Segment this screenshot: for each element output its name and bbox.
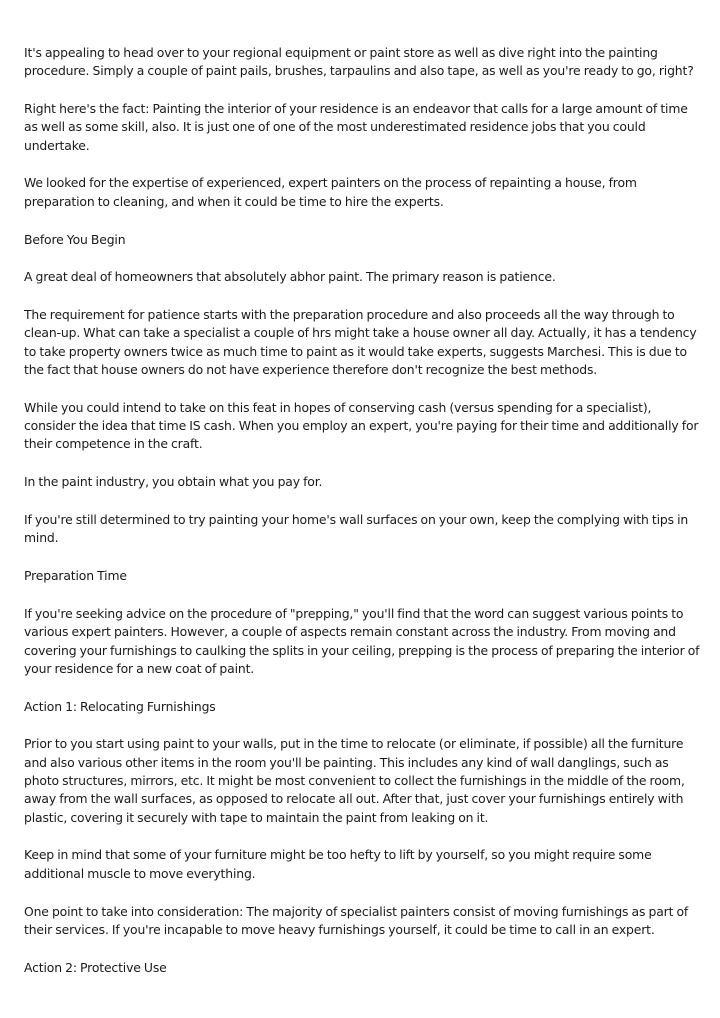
paragraph-homeowners: A great deal of homeowners that absolutely abhor paint. The primary reason is patience. (24, 269, 556, 285)
paragraph-patience: The requirement for patience starts with the preparation procedure and also proceeds all the way through to clean-up. What can take a specialist a couple of hrs might take a house owner all day. Actually, it has a tendency to take property owners twice as much time to paint as it would take experts, suggests Marchesi. This is due to the fact that house owners do not have experience therefore don't recognize the best methods. (24, 307, 697, 378)
paragraph-relocating: Prior to you start using paint to your walls, put in the time to relocate (or eliminate, if possible) all the furniture and also various other items in the room you'll be painting. This includes any kind of wall danglings, such as photo structures, mirrors, etc. It might be most convenient to collect the furnishings in the middle of the room, away from the wall surfaces, as opposed to relocate all out. After that, just cover your furnishings entirely with plastic, covering it securely with tape to maintain the paint from leaking on it. (24, 736, 685, 825)
paragraph-prepping: If you're seeking advice on the procedure of "prepping," you'll find that the word can suggest various points to various expert painters. However, a couple of aspects remain constant across the industry. From moving and covering your furnishings to caulking the splits in your ceiling, prepping is the process of preparing the interior of your residence for a new coat of paint. (24, 605, 700, 676)
paragraph-expertise: We looked for the expertise of experienced, expert painters on the process of repainting a house, from preparation to cleaning, and when it could be time to hire the experts. (24, 175, 637, 209)
paragraph-time-is-cash: While you could intend to take on this feat in hopes of conserving cash (versus spending for a specialist), consider the idea that time IS cash. When you employ an expert, you're paying for their time and additionally for their competence in the craft. (24, 399, 699, 452)
paragraph-paint-industry: In the paint industry, you obtain what you pay for. (24, 474, 323, 490)
heading-before-you-begin: Before You Begin (24, 231, 126, 247)
article-body (24, 44, 700, 996)
heading-action-1: Action 1: Relocating Furnishings (24, 698, 216, 714)
paragraph-hefty-furniture: Keep in mind that some of your furniture might be too hefty to lift by yourself, so you might require some additional muscle to move everything. (24, 847, 652, 881)
paragraph-intro: It's appealing to head over to your regional equipment or paint store as well as dive right into the painting procedure. Simply a couple of paint pails, brushes, tarpaulins and also tape, as well as you're ready to go, right? (24, 45, 694, 79)
heading-action-2: Action 2: Protective Use (24, 959, 167, 975)
paragraph-fact: Right here's the fact: Painting the interior of your residence is an endeavor that calls for a large amount of time as well as some skill, also. It is just one of one of the most underestimated residence jobs that you could undertake. (24, 101, 688, 153)
heading-preparation-time: Preparation Time (24, 568, 127, 584)
paragraph-specialist-painters: One point to take into consideration: The majority of specialist painters consist of moving furnishings as part of their services. If you're incapable to move heavy furnishings yourself, it could be time to call in an expert. (24, 903, 689, 937)
paragraph-tips: If you're still determined to try painting your home's wall surfaces on your own, keep the complying with tips in mind. (24, 512, 689, 546)
